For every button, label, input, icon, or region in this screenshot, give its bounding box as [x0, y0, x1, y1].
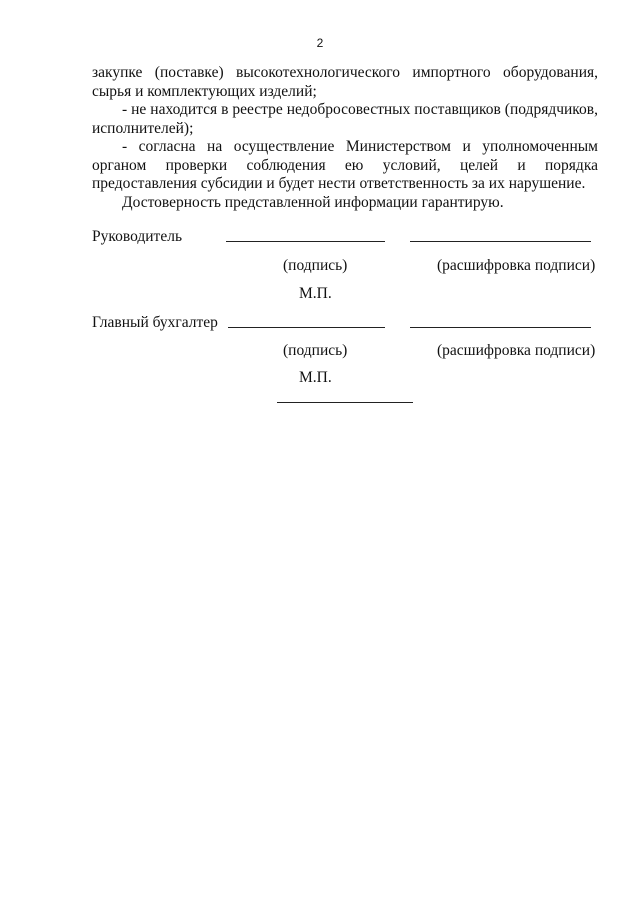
chief-accountant-decoding-caption: (расшифровка подписи) [437, 342, 596, 359]
paragraph-not-in-registry: - не находится в реестре недобросовестных поставщиков (подрядчиков, исполнителей); [92, 101, 598, 137]
chief-accountant-label: Главный бухгалтер [92, 314, 218, 331]
paragraph-consent: - согласна на осуществление Министерством и уполномоченным органом проверки соблюдения ею условий, целей и порядка предоставления субсидии и будет нести ответственность за их нарушение. [92, 138, 598, 192]
end-of-document-rule [277, 402, 413, 403]
head-signature-line [226, 241, 385, 242]
paragraph-continuation: закупке (поставке) высокотехнологического импортного оборудования, сырья и комплектующих изделий; [92, 64, 598, 100]
head-signature-caption: (подпись) [283, 257, 348, 274]
paragraph-guarantee: Достоверность представленной информации гарантирую. [122, 193, 504, 211]
page-number: 2 [316, 36, 324, 50]
head-label: Руководитель [92, 228, 183, 245]
chief-accountant-signature-caption: (подпись) [283, 342, 348, 359]
chief-accountant-decoding-line [410, 327, 591, 328]
head-stamp-mark: М.П. [299, 285, 332, 302]
chief-accountant-signature-line [228, 327, 385, 328]
chief-accountant-stamp-mark: М.П. [299, 369, 332, 386]
head-decoding-line [410, 241, 591, 242]
head-decoding-caption: (расшифровка подписи) [437, 257, 596, 274]
body-text [92, 64, 598, 212]
